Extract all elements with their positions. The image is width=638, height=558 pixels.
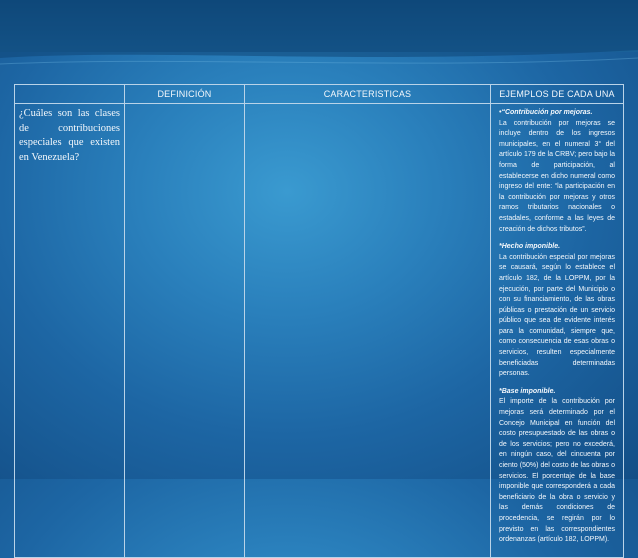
example-heading: *Hecho imponible. (499, 243, 561, 251)
example-body: La contribución por mejoras se incluye dentro de los ingresos municipales, en el numeral 3° del artículo 179 de la CRBV; pero bajo la forma de participación, al establecerse en dicho numeral como ingreso del ente: “la participación en la contribución por mejoras y otros ramos tributarios nacionales o estadales, conforme a las leyes de creación de dichos tributos”. (499, 119, 615, 233)
ejemplos-cell (491, 104, 624, 558)
definicion-cell (125, 104, 245, 558)
example-heading: •“Contribución por mejoras. (499, 109, 593, 116)
content-row (15, 104, 624, 558)
caracteristicas-cell (245, 104, 491, 558)
example-block-base-imponible (499, 387, 615, 546)
header-ejemplos: EJEMPLOS DE CADA UNA (491, 85, 624, 104)
contribuciones-table (14, 84, 624, 558)
question-cell: ¿Cuáles son las clases de contribuciones especiales que existen en Venezuela? (15, 104, 125, 558)
header-blank (15, 85, 125, 104)
header-caracteristicas: CARACTERISTICAS (245, 85, 491, 104)
header-row (15, 85, 624, 104)
example-body: La contribución especial por mejoras se causará, según lo establece el artículo 182, de la LOPPM, por la ejecución, por parte del Municipio o con su financiamiento, de las obras públicas o prestación de un servicio público que sea de evidente interés para la comunidad, siempre que, como consecuencia de esas obras o servicios, resulten especialmente beneficiadas determinadas personas. (499, 253, 615, 378)
example-heading: *Base imponible. (499, 387, 556, 395)
header-definicion: DEFINICIÓN (125, 85, 245, 104)
example-block-hecho-imponible (499, 242, 615, 380)
example-block-mejoras (499, 108, 615, 235)
example-body: El importe de la contribución por mejoras será determinado por el Concejo Municipal en función del costo presupuestado de las obras o de los servicios; pero no excederá, en ningún caso, del cincuenta por ciento (50%) del costo de las obras o servicios. El porcentaje de la base imponible que corresponderá a cada beneficiario de la obra o servicio y las demás condiciones de procedencia, se regirán por lo previsto en las correspondientes ordenanzas (artículo 182, LOPPM). (499, 398, 615, 544)
